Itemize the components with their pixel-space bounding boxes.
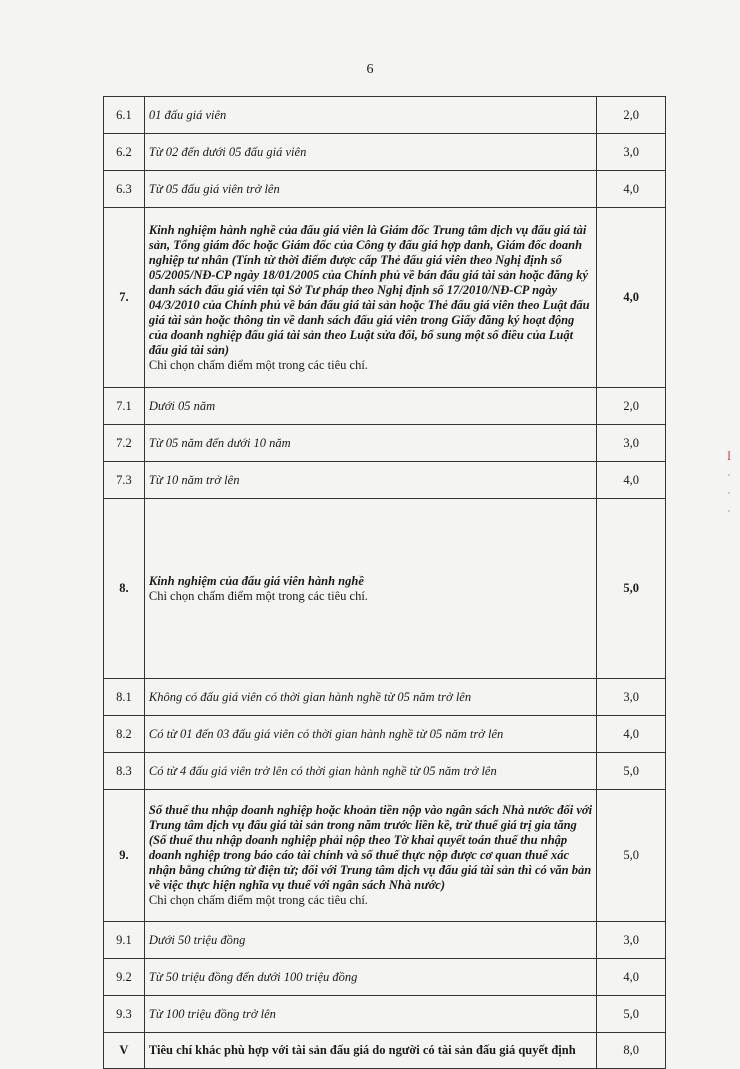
table-row [104,922,666,959]
table-row [104,679,666,716]
criterion-description: Có từ 01 đến 03 đấu giá viên có thời gian hành nghề từ 05 năm trở lên [144,716,596,753]
criterion-title: Số thuế thu nhập doanh nghiệp hoặc khoản tiền nộp vào ngân sách Nhà nước đối với Trung tâm dịch vụ đấu giá tài sản trong năm trước liền kề, trừ thuế giá trị gia tăng (Số thuế thu nhập doanh nghiệp phải nộp theo Tờ khai quyết toán thuế thu nhập doanh nghiệp trong báo cáo tài chính và số thuế thực nộp được cơ quan thuế xác nhận bằng chứng từ điện tử; đối với Trung tâm dịch vụ đấu giá tài sản thì có văn bản về việc thực hiện nghĩa vụ thuế với ngân sách Nhà nước) [148,803,593,892]
criteria-table [103,96,666,1069]
table-row [104,959,666,996]
criterion-description: Từ 02 đến dưới 05 đấu giá viên [144,134,596,171]
criterion-description: Từ 10 năm trở lên [144,462,596,499]
criterion-score: 3,0 [597,134,666,171]
criterion-description: Từ 05 năm đến dưới 10 năm [144,425,596,462]
criterion-title: Kinh nghiệm của đấu giá viên hành nghề [148,573,364,588]
criterion-description [144,790,596,922]
criterion-score: 4,0 [597,208,666,388]
criteria-table-body [104,97,666,1069]
criterion-number: V [104,1033,145,1069]
criterion-number: 9.3 [104,996,145,1033]
table-row [104,134,666,171]
criterion-title: Kinh nghiệm hành nghề của đấu giá viên là Giám đốc Trung tâm dịch vụ đấu giá tài sản, Tổng giám đốc hoặc Giám đốc của Công ty đấu giá hợp danh, Giám đốc doanh nghiệp tư nhân (Tính từ thời điểm được cấp Thẻ đấu giá viên theo Nghị định số 05/2005/NĐ-CP ngày 18/01/2005 của Chính phủ về bán đấu giá tài sản hoặc đăng ký danh sách đấu giá viên tại Sở Tư pháp theo Nghị định số 17/2010/NĐ-CP ngày 04/3/2010 của Chính phủ về bán đấu giá tài sản hoặc Thẻ đấu giá viên theo Luật đấu giá tài sản hoặc thông tin về danh sách đấu giá viên trong Giấy đăng ký hoạt động của doanh nghiệp đấu giá tài sản theo Luật sửa đổi, bổ sung một số điều của Luật đấu giá tài sản) [148,222,590,357]
table-row [104,208,666,388]
criterion-score: 5,0 [597,753,666,790]
criterion-number: 8. [104,499,145,679]
criterion-number: 7. [104,208,145,388]
criterion-description [144,1033,596,1069]
criterion-number: 8.3 [104,753,145,790]
criterion-note: Chỉ chọn chấm điểm một trong các tiêu chí. [148,357,368,372]
criterion-number: 7.2 [104,425,145,462]
criterion-number: 6.2 [104,134,145,171]
criterion-number: 7.1 [104,388,145,425]
criterion-title: Tiêu chí khác phù hợp với tài sản đấu giá do người có tài sản đấu giá quyết định [148,1043,576,1057]
criterion-description: Từ 100 triệu đồng trở lên [144,996,596,1033]
criterion-description [144,208,596,388]
table-row [104,790,666,922]
table-row [104,462,666,499]
criterion-description: Dưới 50 triệu đồng [144,922,596,959]
page-number: 6 [366,62,374,77]
criterion-score: 5,0 [597,996,666,1033]
table-row [104,97,666,134]
criterion-description: Từ 05 đấu giá viên trở lên [144,171,596,208]
table-row [104,753,666,790]
criterion-description: Dưới 05 năm [144,388,596,425]
criterion-description: Không có đấu giá viên có thời gian hành nghề từ 05 năm trở lên [144,679,596,716]
table-row [104,499,666,679]
table-row [104,388,666,425]
criterion-note: Chỉ chọn chấm điểm một trong các tiêu chí. [148,588,368,603]
table-row [104,425,666,462]
criterion-description: 01 đấu giá viên [144,97,596,134]
margin-handwritten-marks: ꟾ · · · [727,452,731,516]
criterion-number: 6.1 [104,97,145,134]
criterion-note: Chỉ chọn chấm điểm một trong các tiêu chí. [148,893,368,907]
criterion-description [144,499,596,679]
criterion-description: Từ 50 triệu đồng đến dưới 100 triệu đồng [144,959,596,996]
table-row [104,171,666,208]
criterion-score: 4,0 [597,959,666,996]
criterion-score: 2,0 [597,388,666,425]
criterion-number: 8.2 [104,716,145,753]
criterion-number: 8.1 [104,679,145,716]
criterion-score: 4,0 [597,716,666,753]
criterion-score: 2,0 [597,97,666,134]
criterion-score: 5,0 [597,790,666,922]
criterion-number: 9.1 [104,922,145,959]
criterion-number: 9.2 [104,959,145,996]
criterion-score: 3,0 [597,425,666,462]
criterion-description: Có từ 4 đấu giá viên trở lên có thời gian hành nghề từ 05 năm trở lên [144,753,596,790]
criterion-score: 4,0 [597,462,666,499]
criterion-score: 8,0 [597,1033,666,1069]
table-row [104,716,666,753]
criterion-score: 3,0 [597,679,666,716]
criterion-number: 7.3 [104,462,145,499]
criterion-score: 3,0 [597,922,666,959]
criterion-score: 5,0 [597,499,666,679]
criterion-number: 6.3 [104,171,145,208]
table-row [104,996,666,1033]
criterion-number: 9. [104,790,145,922]
criterion-score: 4,0 [597,171,666,208]
table-row [104,1033,666,1069]
